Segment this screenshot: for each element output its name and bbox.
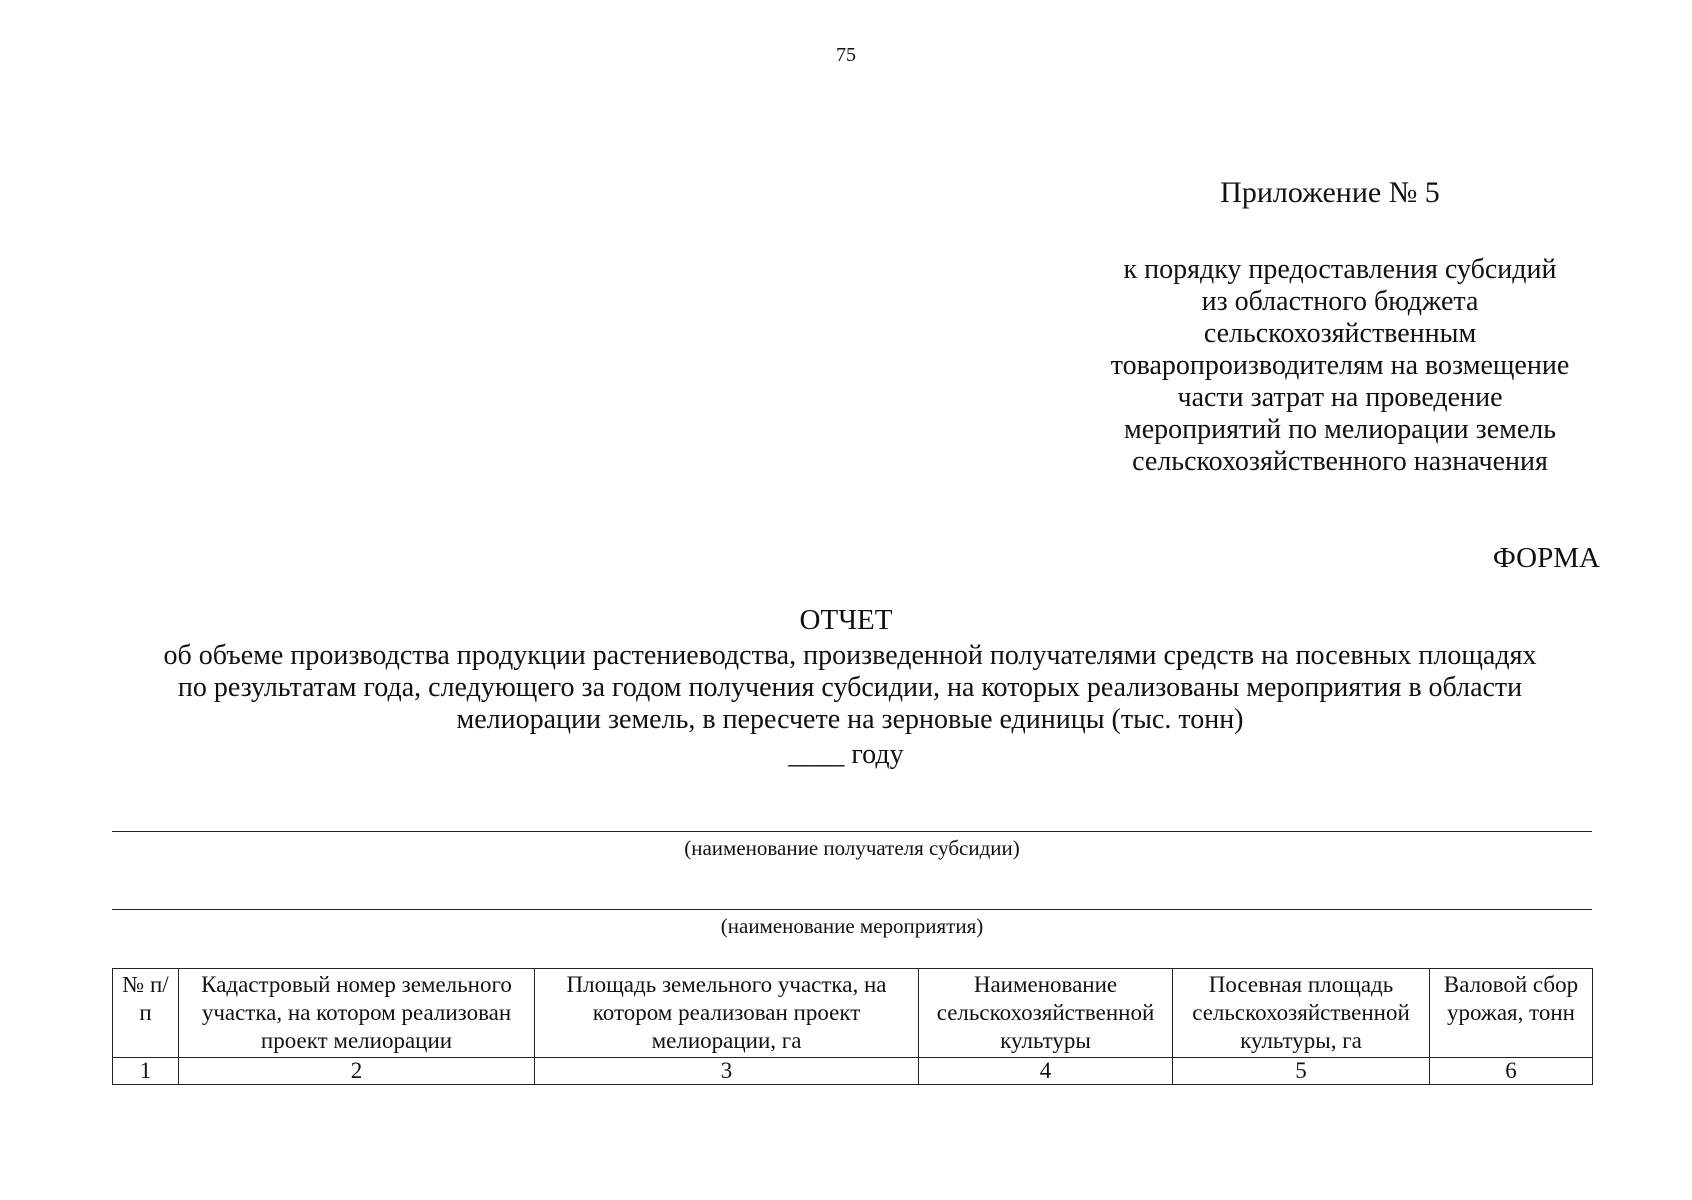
report-description-line: мелиорации земель, в пересчете на зерновые единицы (тыс. тонн) [456,704,1244,735]
report-table [112,968,1593,1085]
header-crop-name: Наименование сельскохозяйственной культуры [919,969,1173,1058]
appendix-line: части затрат на проведение [1177,382,1503,413]
report-title: ОТЧЕТ [799,604,893,636]
appendix-line: сельскохозяйственным [1203,318,1477,349]
appendix-line: сельскохозяйственного назначения [1132,446,1548,477]
page-number: 75 [836,44,856,66]
table-cell: 2 [179,1058,535,1085]
table-cell: 5 [1173,1058,1430,1085]
recipient-name-caption: (наименование получателя субсидии) [684,836,1020,860]
report-description-line: об объеме производства продукции растениеводства, произведенной получателями средств на посевных площадях [163,640,1537,671]
table-row [113,1058,1593,1085]
recipient-name-line[interactable] [112,831,1592,832]
table-cell: 1 [113,1058,179,1085]
header-sown-area: Посевная площадь сельскохозяйственной культуры, га [1173,969,1430,1058]
appendix-line: мероприятий по мелиорации земель [1123,414,1557,445]
appendix-line: к порядку предоставления субсидий [1123,254,1557,285]
report-description-line: по результатам года, следующего за годом получения субсидии, на которых реализованы мероприятия в области [177,672,1523,703]
report-description [100,640,1600,736]
event-name-line[interactable] [112,909,1592,910]
appendix-line: товаропроизводителям на возмещение [1110,350,1570,381]
table-cell: 6 [1430,1058,1593,1085]
event-name-caption: (наименование мероприятия) [720,914,984,938]
table-header-row [113,969,1593,1058]
table-cell: 4 [919,1058,1173,1085]
form-label: ФОРМА [1492,542,1600,574]
header-plot-area: Площадь земельного участка, на котором реализован проект мелиорации, га [535,969,919,1058]
header-gross-harvest: Валовой сбор урожая, тонн [1430,969,1593,1058]
appendix-subtitle [1080,254,1600,478]
appendix-line: из областного бюджета [1201,286,1479,317]
report-year-line: ____ году [788,739,904,770]
header-cadastral-number: Кадастровый номер земельного участка, на котором реализован проект мелиорации [179,969,535,1058]
appendix-title: Приложение № 5 [1220,176,1440,209]
header-number: № п/п [113,969,179,1058]
table-cell: 3 [535,1058,919,1085]
